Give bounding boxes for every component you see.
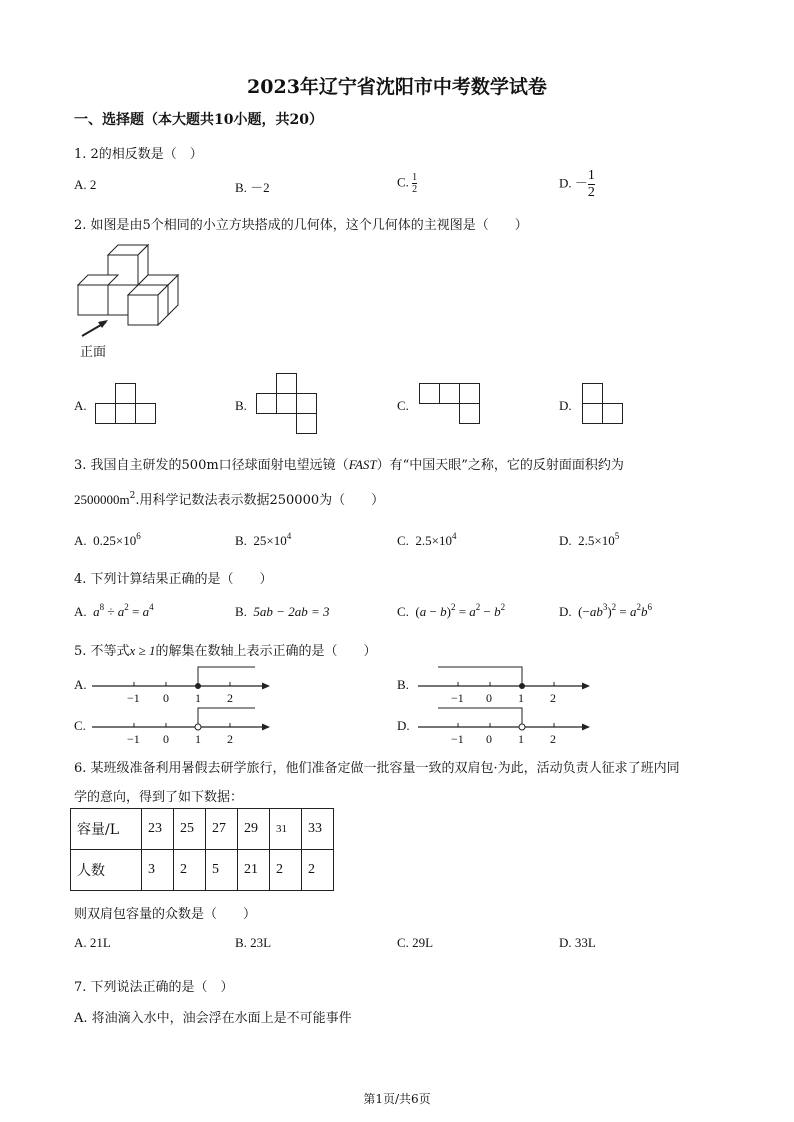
q7-stem: 7. 下列说法正确的是（ ） xyxy=(74,980,234,995)
table-cell: 23 xyxy=(142,809,174,850)
q5-b-tick-1: 1 xyxy=(518,691,524,705)
q3-option-c: C. $2.5\times 10^4$ xyxy=(397,531,457,548)
q6-option-d: D. 33L xyxy=(559,935,596,950)
q5-numberline-d xyxy=(416,705,606,747)
data-table xyxy=(70,808,334,891)
table-cell: 3 xyxy=(142,850,174,891)
q3-option-b: B. $25\times 10^4$ xyxy=(235,531,292,548)
table-cell: 5 xyxy=(206,850,238,891)
q5-a-tick-2: 2 xyxy=(227,691,233,705)
front-view-label: 正面 xyxy=(80,345,107,360)
q5-option-d: D. xyxy=(397,718,410,733)
q2-option-d: D. xyxy=(559,398,572,413)
q2-option-c: C. xyxy=(397,398,409,413)
q5-d-tick-neg1: −1 xyxy=(451,732,464,746)
q4-stem: 4. 下列计算结果正确的是（ ） xyxy=(74,572,273,587)
q5-b-tick-neg1: −1 xyxy=(451,691,464,705)
table-cell: 容量/L xyxy=(71,809,142,850)
q5-c-tick-2: 2 xyxy=(227,732,233,746)
table-cell: 2 xyxy=(302,850,334,891)
q3-option-a: A. $0.25\times 10^6$ xyxy=(74,531,141,548)
q5-d-tick-0: 0 xyxy=(486,732,492,746)
q6-stem-line2: 学的意向，得到了如下数据： xyxy=(74,790,244,805)
q6-ask: 则双肩包容量的众数是（ ） xyxy=(74,907,257,922)
table-cell: 25 xyxy=(174,809,206,850)
q1-option-b: B. －2 xyxy=(235,180,270,195)
q2-view-c xyxy=(418,381,484,427)
page-footer: 第1页/共6页 xyxy=(363,1092,431,1106)
q3-option-d: D. $2.5\times 10^5$ xyxy=(559,531,620,548)
q6-option-b: B. 23L xyxy=(235,935,272,950)
table-row xyxy=(71,809,334,850)
q5-a-tick-neg1: −1 xyxy=(127,691,140,705)
q1-stem: 1. 2的相反数是（ ） xyxy=(74,147,203,162)
table-cell: 27 xyxy=(206,809,238,850)
q5-option-a: A. xyxy=(74,677,87,692)
table-row xyxy=(71,850,334,891)
q2-view-a xyxy=(94,381,160,427)
section-heading: 一、选择题（本大题共10小题，共20） xyxy=(74,112,323,128)
q6-stem-line1: 6. 某班级准备利用暑假去研学旅行，他们准备定做一批容量一致的双肩包·为此，活动负责人征求了班内同 xyxy=(74,761,680,776)
q5-stem: 5. 不等式x ≥ 1的解集在数轴上表示正确的是（ ） xyxy=(74,643,377,659)
table-cell: 21 xyxy=(238,850,270,891)
q4-option-b: B. 5ab − 2ab = 3 xyxy=(235,604,330,619)
table-cell: 33 xyxy=(302,809,334,850)
q4-option-c: C. $(a - b)^2 = a^2 - b^2$ xyxy=(397,602,506,619)
q5-numberline-b xyxy=(416,664,606,706)
q4-option-a: A. $a^8 \div a^2 = a^4$ xyxy=(74,602,154,619)
q2-stem: 2. 如图是由5个相同的小立方块搭成的几何体，这个几何体的主视图是（ ） xyxy=(74,218,528,233)
q7-option-a: A. 将油滴入水中，油会浮在水面上是不可能事件 xyxy=(74,1011,352,1026)
q1-option-d: D. － $\frac{1}{2}$ xyxy=(559,168,595,200)
q1-option-a: A. 2 xyxy=(74,177,97,192)
q5-a-tick-1: 1 xyxy=(195,691,201,705)
q5-c-tick-neg1: −1 xyxy=(127,732,140,746)
table-cell: 2 xyxy=(174,850,206,891)
q5-d-tick-2: 2 xyxy=(550,732,556,746)
q5-numberline-a xyxy=(90,664,280,706)
q5-a-tick-0: 0 xyxy=(163,691,169,705)
table-cell: 人数 xyxy=(71,850,142,891)
q5-b-tick-2: 2 xyxy=(550,691,556,705)
table-cell: 2 xyxy=(270,850,302,891)
q2-view-d xyxy=(581,381,627,427)
q6-option-a: A. 21L xyxy=(74,935,111,950)
q5-c-tick-1: 1 xyxy=(195,732,201,746)
table-cell: 31 xyxy=(270,809,302,850)
q6-option-c: C. 29L xyxy=(397,935,434,950)
q5-option-b: B. xyxy=(397,677,409,692)
q2-view-b xyxy=(255,371,321,437)
q5-numberline-c xyxy=(90,705,280,747)
q5-c-tick-0: 0 xyxy=(163,732,169,746)
q3-stem-line1: 3. 我国自主研发的500m口径球面射电望远镜（FAST）有“中国天眼”之称，它的反射面面积约为 xyxy=(74,457,624,473)
q3-stem-line2: $2500000m^2$.用科学记数法表示数据250000为（ ） xyxy=(74,491,385,508)
q1-option-c: C. $\frac{1}{2}$ xyxy=(397,172,418,195)
q2-option-a: A. xyxy=(74,398,87,413)
table-cell: 29 xyxy=(238,809,270,850)
q5-d-tick-1: 1 xyxy=(518,732,524,746)
q5-option-c: C. xyxy=(74,718,86,733)
q4-option-d: D. $(-ab^3)^2 = a^2b^6$ xyxy=(559,602,652,619)
q5-b-tick-0: 0 xyxy=(486,691,492,705)
page-title: 2023年辽宁省沈阳市中考数学试卷 xyxy=(247,76,547,98)
q2-option-b: B. xyxy=(235,398,247,413)
